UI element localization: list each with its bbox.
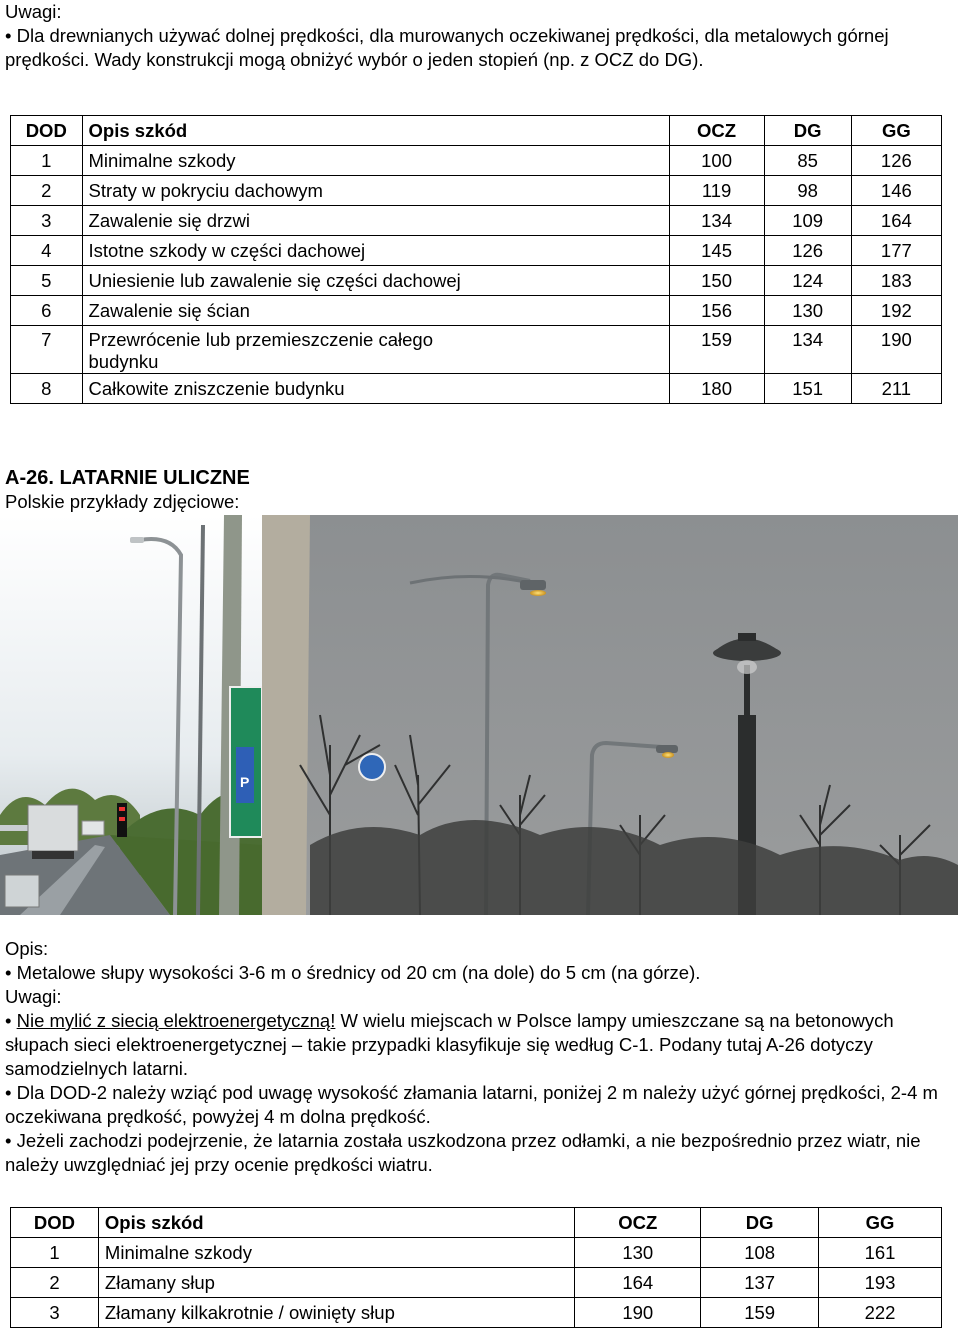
sign-letter: P — [240, 774, 250, 790]
section-heading — [5, 466, 955, 514]
cell-opis: Złamany słup — [98, 1268, 574, 1298]
col-header-dg: DG — [701, 1208, 819, 1238]
cell-dod: 2 — [11, 1268, 99, 1298]
cell-opis: Całkowite zniszczenie budynku — [82, 374, 669, 404]
right-photo — [262, 515, 958, 915]
photo-examples — [0, 515, 958, 915]
col-header-opis: Opis szkód — [82, 116, 669, 146]
opis-label: Opis: — [5, 938, 49, 959]
section-subtitle: Polskie przykłady zdjęciowe: — [5, 491, 240, 512]
cell-dg: 109 — [764, 206, 851, 236]
cell-dg: 108 — [701, 1238, 819, 1268]
table-row — [11, 1268, 942, 1298]
cell-gg: 183 — [851, 266, 941, 296]
cell-dg: 159 — [701, 1298, 819, 1328]
table-row — [11, 236, 942, 266]
col-header-opis: Opis szkód — [98, 1208, 574, 1238]
cell-dod: 1 — [11, 146, 83, 176]
cell-dg: 124 — [764, 266, 851, 296]
cell-ocz: 150 — [669, 266, 764, 296]
cell-opis: Minimalne szkody — [82, 146, 669, 176]
cell-opis: Straty w pokryciu dachowym — [82, 176, 669, 206]
cell-ocz: 164 — [575, 1268, 701, 1298]
cell-opis: Zawalenie się drzwi — [82, 206, 669, 236]
note-3: • Jeżeli zachodzi podejrzenie, że latarnia została uszkodzona przez odłamki, a nie bezpośrednio przez wiatr, nie należy uwzględniać jej przy ocenie prędkości wiatru. — [5, 1130, 921, 1175]
col-header-gg: GG — [851, 116, 941, 146]
cell-opis: Uniesienie lub zawalenie się części dachowej — [82, 266, 669, 296]
cell-gg: 177 — [851, 236, 941, 266]
table-row — [11, 374, 942, 404]
cell-ocz: 130 — [575, 1238, 701, 1268]
note-1-warning: Nie mylić z siecią elektroenergetyczną! — [16, 1010, 336, 1031]
cell-dod: 3 — [11, 206, 83, 236]
cell-ocz: 145 — [669, 236, 764, 266]
cell-dod: 1 — [11, 1238, 99, 1268]
note-2: • Dla DOD-2 należy wziąć pod uwagę wysokość złamania latarni, poniżej 2 m należy użyć górnej prędkości, 2-4 m oczekiwana prędkość, powyżej 4 m dolna prędkość. — [5, 1082, 938, 1127]
table-row — [11, 206, 942, 236]
cell-dod: 4 — [11, 236, 83, 266]
cell-dod: 2 — [11, 176, 83, 206]
col-header-ocz: OCZ — [669, 116, 764, 146]
note-1 — [5, 1009, 955, 1081]
cell-dod: 3 — [11, 1298, 99, 1328]
cell-dod: 8 — [11, 374, 83, 404]
cell-ocz: 134 — [669, 206, 764, 236]
cell-opis: Istotne szkody w części dachowej — [82, 236, 669, 266]
note-1-bullet: • — [5, 1010, 17, 1031]
cell-opis: Zawalenie się ścian — [82, 296, 669, 326]
cell-opis-text: Przewrócenie lub przemieszczenie całego budynku — [88, 329, 433, 372]
cell-gg: 211 — [851, 374, 941, 404]
table-row — [11, 296, 942, 326]
table-header-row — [11, 1208, 942, 1238]
cell-gg: 146 — [851, 176, 941, 206]
cell-gg: 222 — [819, 1298, 942, 1328]
cell-gg: 164 — [851, 206, 941, 236]
col-header-ocz: OCZ — [575, 1208, 701, 1238]
cell-dod: 5 — [11, 266, 83, 296]
opis-text: • Metalowe słupy wysokości 3-6 m o średnicy od 20 cm (na dole) do 5 cm (na górze). — [5, 962, 701, 983]
cell-gg: 161 — [819, 1238, 942, 1268]
table-row — [11, 266, 942, 296]
cell-dod: 6 — [11, 296, 83, 326]
notes-label: Uwagi: — [5, 1, 62, 22]
table-header-row — [11, 116, 942, 146]
cell-dod: 7 — [11, 326, 83, 374]
cell-ocz: 180 — [669, 374, 764, 404]
cell-ocz: 190 — [575, 1298, 701, 1328]
table-row — [11, 1238, 942, 1268]
table-row — [11, 176, 942, 206]
table-row — [11, 146, 942, 176]
cell-dg: 126 — [764, 236, 851, 266]
damage-table-2 — [10, 1207, 942, 1328]
col-header-dg: DG — [764, 116, 851, 146]
cell-gg: 190 — [851, 326, 941, 374]
uwagi-label: Uwagi: — [5, 986, 62, 1007]
table-row — [11, 1298, 942, 1328]
description-block — [5, 937, 955, 1177]
table-row — [11, 326, 942, 374]
cell-gg: 192 — [851, 296, 941, 326]
col-header-dod: DOD — [11, 116, 83, 146]
section-title: A-26. LATARNIE ULICZNE — [5, 467, 250, 489]
cell-ocz: 100 — [669, 146, 764, 176]
cell-ocz: 156 — [669, 296, 764, 326]
cell-ocz: 119 — [669, 176, 764, 206]
photo-collage — [0, 515, 958, 915]
col-header-gg: GG — [819, 1208, 942, 1238]
intro-notes — [5, 0, 955, 72]
cell-gg: 126 — [851, 146, 941, 176]
cell-opis: Złamany kilkakrotnie / owinięty słup — [98, 1298, 574, 1328]
cell-dg: 137 — [701, 1268, 819, 1298]
note-1-text: W wielu miejscach w Polsce lampy umieszczane są na betonowych słupach sieci elektroenergetycznej – takie przypadki klasyfikuje się według C-1. Podany tutaj A-26 dotyczy samodzielnych latarni. — [5, 1010, 894, 1079]
cell-dg: 134 — [764, 326, 851, 374]
cell-dg: 130 — [764, 296, 851, 326]
col-header-dod: DOD — [11, 1208, 99, 1238]
cell-gg: 193 — [819, 1268, 942, 1298]
cell-dg: 151 — [764, 374, 851, 404]
notes-text: • Dla drewnianych używać dolnej prędkości, dla murowanych oczekiwanej prędkości, dla metalowych górnej prędkości. Wady konstrukcji mogą obniżyć wybór o jeden stopień (np. z OCZ do DG). — [5, 25, 889, 70]
cell-dg: 85 — [764, 146, 851, 176]
damage-table-1 — [10, 115, 942, 404]
cell-opis: Minimalne szkody — [98, 1238, 574, 1268]
cell-ocz: 159 — [669, 326, 764, 374]
cell-opis — [82, 326, 669, 374]
cell-dg: 98 — [764, 176, 851, 206]
